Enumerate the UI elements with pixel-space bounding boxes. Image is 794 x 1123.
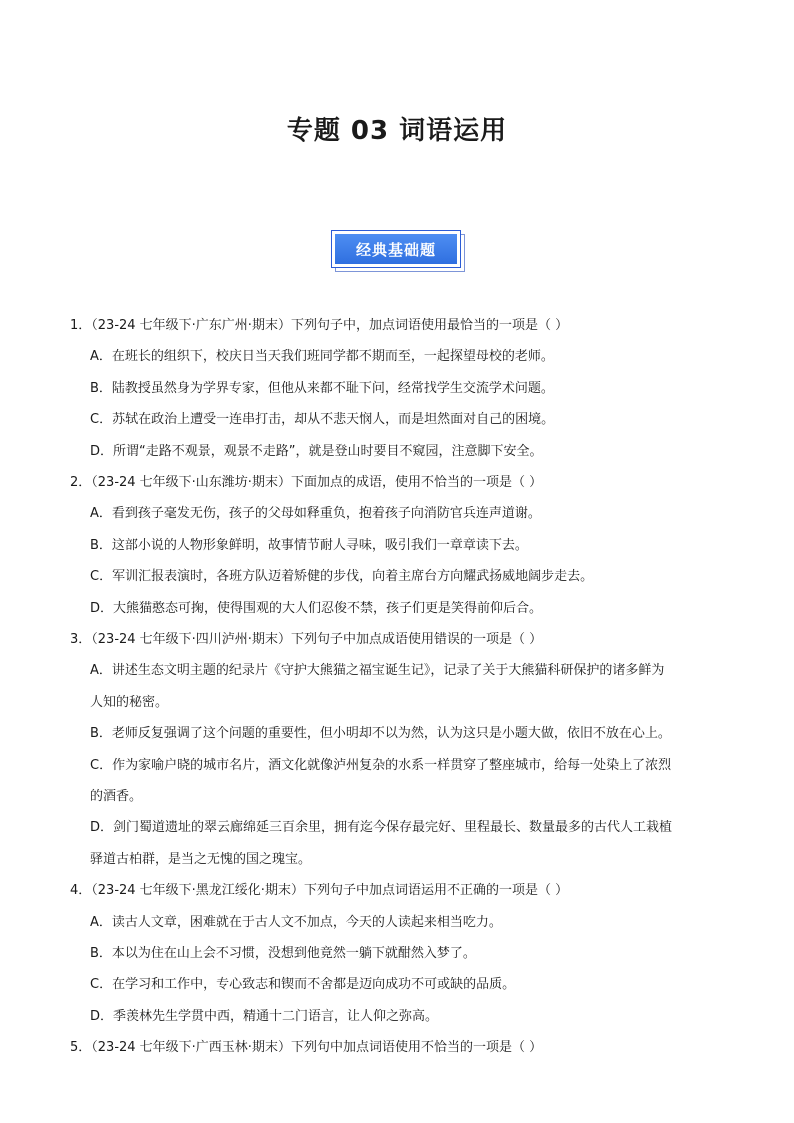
question-stem: 3．（23-24 七年级下·四川泸州·期末）下列句子中加点成语使用错误的一项是（ ） [70, 632, 543, 647]
option-line: D．所谓“走路不观景，观景不走路”，就是登山时要目不窥园，注意脚下安全。 [90, 443, 543, 459]
page-title: 专题 03 词语运用 [286, 116, 508, 146]
option-line: C．军训汇报表演时，各班方队迈着矫健的步伐，向着主席台方向耀武扬威地阔步走去。 [90, 569, 594, 585]
option-line: 人知的秘密。 [90, 694, 169, 710]
option-line: D．季羡林先生学贯中西，精通十二门语言，让人仰之弥高。 [90, 1008, 439, 1024]
option-line: A．在班长的组织下，校庆日当天我们班同学都不期而至，一起探望母校的老师。 [90, 349, 554, 365]
option-line: A．读古人文章，困难就在于古人文不加点，今天的人读起来相当吃力。 [90, 914, 502, 930]
option-line: C．作为家喻户晓的城市名片，酒文化就像泸州复杂的水系一样贯穿了整座城市，给每一处染上了浓烈 [90, 757, 672, 773]
option-line: C．苏轼在政治上遭受一连串打击，却从不悲天悯人，而是坦然面对自己的困境。 [90, 412, 555, 428]
option-line: D．剑门蜀道遗址的翠云廊绵延三百余里，拥有迄今保存最完好、里程最长、数量最多的古代人工栽植 [90, 820, 673, 836]
section-banner [331, 230, 469, 274]
question-stem: 5．（23-24 七年级下·广西玉林·期末）下列句中加点词语使用不恰当的一项是（ ） [70, 1040, 543, 1056]
option-line: 的酒香。 [90, 789, 143, 804]
option-line: B．本以为住在山上会不习惯，没想到他竟然一躺下就酣然入梦了。 [90, 946, 476, 961]
option-line: 驿道古柏群，是当之无愧的国之瑰宝。 [90, 851, 312, 867]
option-line: A．讲述生态文明主题的纪录片《守护大熊猫之福宝诞生记》，记录了关于大熊猫科研保护的诸多鲜为 [90, 663, 665, 679]
banner-frame [331, 230, 461, 268]
question-stem: 2．（23-24 七年级下·山东潍坊·期末）下面加点的成语，使用不恰当的一项是（ ） [70, 475, 543, 490]
option-line: B．老师反复强调了这个问题的重要性，但小明却不以为然，认为这只是小题大做，依旧不放在心上。 [90, 726, 671, 742]
question-stem: 4．（23-24 七年级下·黑龙江绥化·期末）下列句子中加点词语运用不正确的一项是（ ） [70, 883, 569, 899]
option-line: A．看到孩子毫发无伤，孩子的父母如释重负，抱着孩子向消防官兵连声道谢。 [90, 506, 541, 522]
option-line: B．这部小说的人物形象鲜明，故事情节耐人寻味，吸引我们一章章读下去。 [90, 537, 528, 553]
option-line: D．大熊猫憨态可掬，使得围观的大人们忍俊不禁，孩子们更是笑得前仰后合。 [90, 600, 543, 616]
option-line: C．在学习和工作中，专心致志和锲而不舍都是迈向成功不可或缺的品质。 [90, 977, 516, 993]
banner-label: 经典基础题 [335, 234, 457, 264]
question-stem: 1．（23-24 七年级下·广东广州·期末）下列句子中，加点词语使用最恰当的一项是（ ） [70, 318, 569, 333]
option-line: B．陆教授虽然身为学界专家，但他从来都不耻下问，经常找学生交流学术问题。 [90, 380, 554, 396]
